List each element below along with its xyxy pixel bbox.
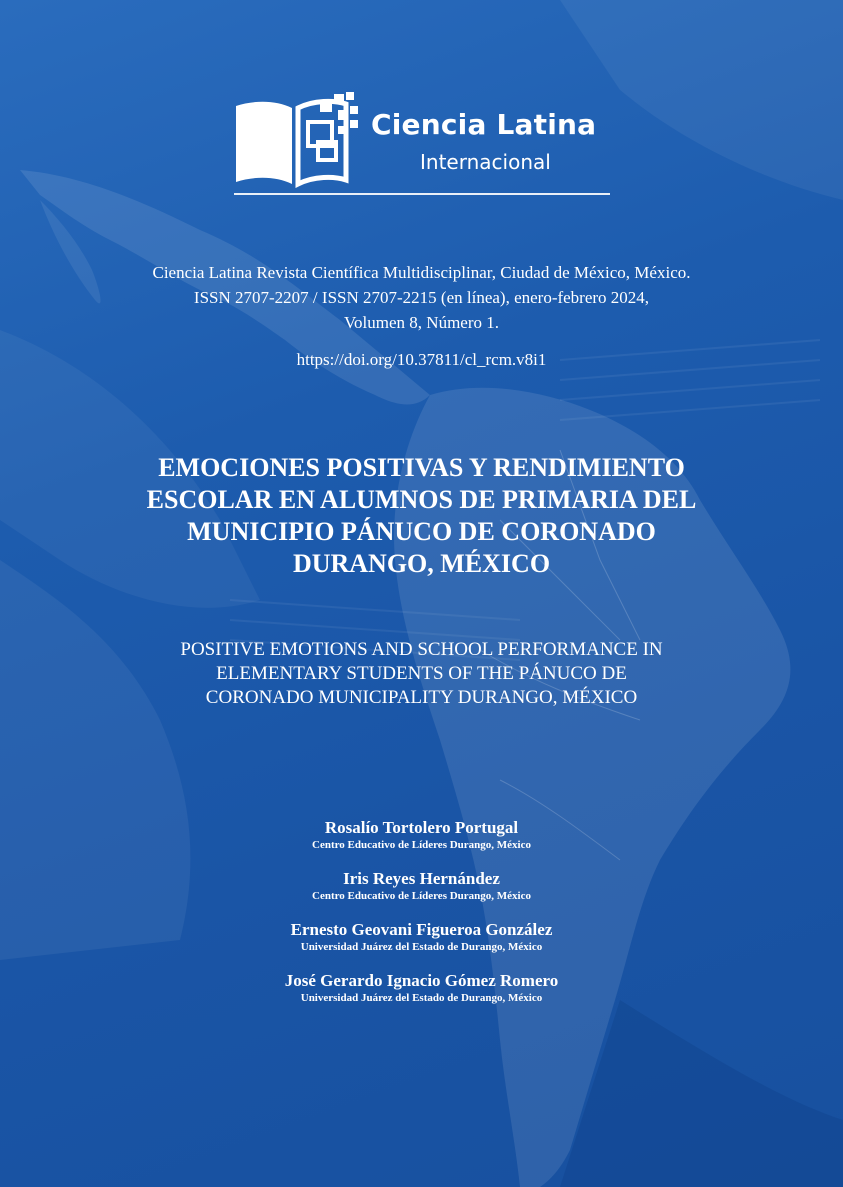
title-english-line: CORONADO MUNICIPALITY DURANGO, MÉXICO bbox=[205, 687, 638, 708]
title-spanish bbox=[70, 452, 773, 580]
title-english-line: ELEMENTARY STUDENTS OF THE PÁNUCO DE bbox=[216, 663, 627, 684]
title-english bbox=[70, 638, 773, 710]
journal-logo bbox=[234, 92, 610, 202]
author-name: Rosalío Tortolero Portugal bbox=[324, 818, 519, 837]
journal-issn-line: ISSN 2707-2207 / ISSN 2707-2215 (en línea), enero-febrero 2024, bbox=[193, 288, 650, 307]
author-name: Ernesto Geovani Figueroa González bbox=[290, 920, 553, 939]
journal-volume-line: Volumen 8, Número 1. bbox=[343, 313, 500, 332]
title-spanish-line: ESCOLAR EN ALUMNOS DE PRIMARIA DEL bbox=[146, 485, 697, 514]
title-spanish-line: EMOCIONES POSITIVAS Y RENDIMIENTO bbox=[158, 453, 685, 482]
author-entry bbox=[120, 920, 723, 955]
logo-name: Ciencia Latina bbox=[371, 108, 597, 141]
journal-name-line: Ciencia Latina Revista Científica Multidisciplinar, Ciudad de México, México. bbox=[152, 263, 691, 282]
logo-subtitle: Internacional bbox=[420, 150, 551, 174]
open-book-icon bbox=[234, 92, 360, 188]
author-affiliation: Centro Educativo de Líderes Durango, México bbox=[312, 890, 531, 902]
author-entry bbox=[120, 971, 723, 1006]
author-name: Iris Reyes Hernández bbox=[343, 869, 500, 888]
author-name: José Gerardo Ignacio Gómez Romero bbox=[284, 971, 559, 990]
title-english-line: POSITIVE EMOTIONS AND SCHOOL PERFORMANCE IN bbox=[180, 639, 663, 660]
author-affiliation: Centro Educativo de Líderes Durango, México bbox=[312, 839, 531, 851]
doi-link[interactable]: https://doi.org/10.37811/cl_rcm.v8i1 bbox=[296, 350, 547, 369]
author-list bbox=[120, 818, 723, 1022]
author-affiliation: Universidad Juárez del Estado de Durango, México bbox=[300, 941, 543, 953]
author-entry bbox=[120, 818, 723, 853]
journal-info bbox=[60, 260, 783, 335]
logo-divider bbox=[234, 193, 610, 195]
author-entry bbox=[120, 869, 723, 904]
title-spanish-line: DURANGO, MÉXICO bbox=[292, 549, 551, 578]
author-affiliation: Universidad Juárez del Estado de Durango, México bbox=[300, 992, 543, 1004]
title-spanish-line: MUNICIPIO PÁNUCO DE CORONADO bbox=[187, 517, 656, 546]
